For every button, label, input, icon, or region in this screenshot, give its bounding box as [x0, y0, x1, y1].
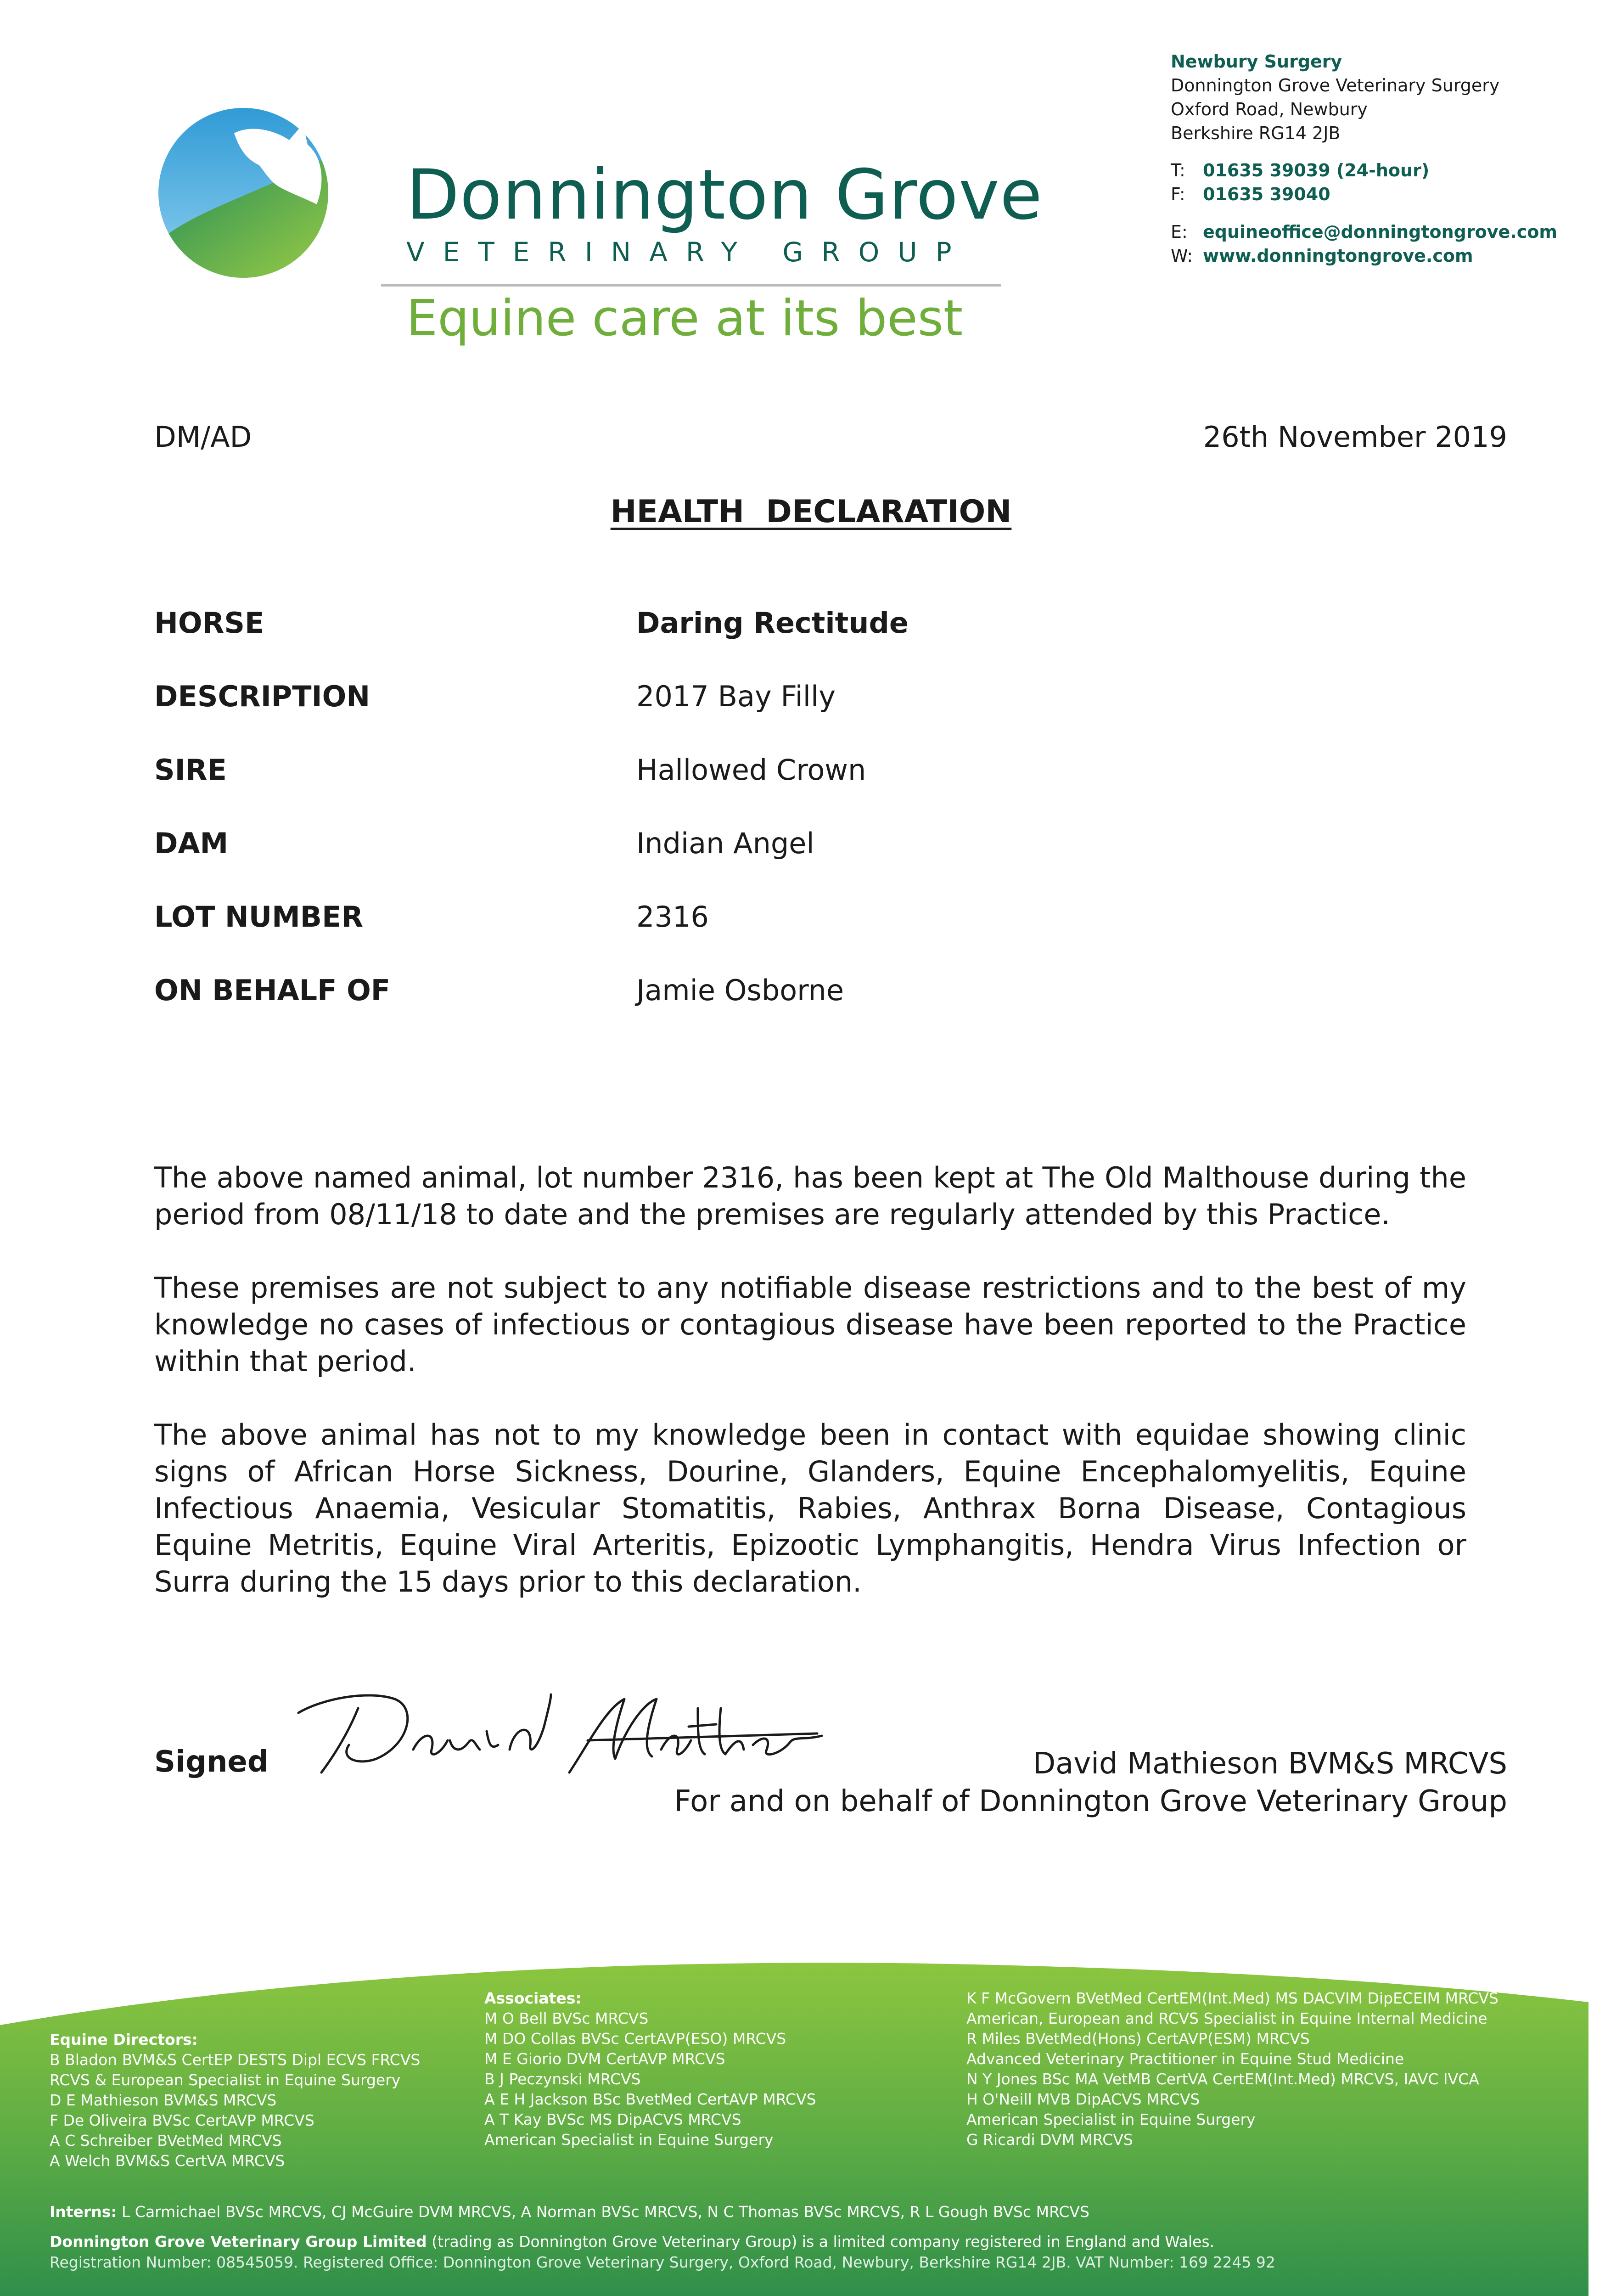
email-row	[1171, 220, 1557, 244]
field-label: DAM	[154, 827, 229, 860]
director-line: RCVS & European Specialist in Equine Surgery	[50, 2071, 401, 2089]
reference-code: DM/AD	[154, 420, 252, 454]
footer-associates	[484, 1988, 816, 2150]
director-line: F De Oliveira BVSc CertAVP MRCVS	[50, 2111, 314, 2129]
phone-label: T:	[1171, 160, 1185, 180]
phone-number: 01635 39039 (24-hour)	[1203, 160, 1430, 180]
phone-row	[1171, 158, 1557, 182]
specialist-line: American Specialist in Equine Surgery	[966, 2110, 1256, 2128]
specialist-line: R Miles BVetMed(Hons) CertAVP(ESM) MRCVS	[966, 2030, 1310, 2048]
specialist-line: N Y Jones BSc MA VetMB CertVA CertEM(Int.Med) MRCVS, IAVC IVCA	[966, 2070, 1479, 2088]
document-date: 26th November 2019	[1203, 420, 1507, 454]
interns-list: L Carmichael BVSc MRCVS, CJ McGuire DVM MRCVS, A Norman BVSc MRCVS, N C Thomas BVSc MRCVS, R L Gough BVSc MRCVS	[122, 2203, 1089, 2221]
field-value: 2316	[636, 900, 709, 934]
field-label: HORSE	[154, 606, 264, 640]
field-value: Hallowed Crown	[636, 753, 866, 787]
specialist-line: Advanced Veterinary Practitioner in Equine Stud Medicine	[966, 2050, 1404, 2068]
surgery-name: Newbury Surgery	[1171, 51, 1342, 72]
address-line: Oxford Road, Newbury	[1171, 99, 1368, 119]
footer-interns	[50, 2202, 1089, 2222]
email-link[interactable]: equineoffice@donningtongrove.com	[1203, 222, 1557, 242]
field-label: ON BEHALF OF	[154, 974, 391, 1007]
field-value: Jamie Osborne	[636, 974, 844, 1007]
paragraph-premises: The above named animal, lot number 2316, has been kept at The Old Malthouse during the period from 08/11/18 to date and the premises are regularly attended by this Practice.	[154, 1161, 1466, 1231]
web-label: W:	[1171, 246, 1193, 266]
directors-heading: Equine Directors:	[50, 2031, 198, 2048]
address-line: Donnington Grove Veterinary Surgery	[1171, 75, 1500, 96]
website-link[interactable]: www.donningtongrove.com	[1203, 246, 1473, 266]
brand-name: Donnington Grove	[406, 155, 1043, 235]
field-label: DESCRIPTION	[154, 680, 370, 713]
signer-name: David Mathieson BVM&S MRCVS	[1033, 1747, 1507, 1781]
director-line: B Bladon BVM&S CertEP DESTS Dipl ECVS FRCVS	[50, 2051, 421, 2069]
specialist-line: American, European and RCVS Specialist in Equine Internal Medicine	[966, 2009, 1487, 2027]
director-line: A C Schreiber BVetMed MRCVS	[50, 2132, 282, 2150]
brand-tagline: Equine care at its best	[406, 290, 963, 347]
brand-divider	[381, 284, 1001, 287]
field-label: SIRE	[154, 753, 227, 787]
web-row	[1171, 244, 1557, 268]
associate-line: A E H Jackson BSc BvetMed CertAVP MRCVS	[484, 2090, 816, 2108]
specialist-line: G Ricardi DVM MRCVS	[966, 2131, 1133, 2149]
associate-line: M DO Collas BVSc CertAVP(ESO) MRCVS	[484, 2030, 786, 2048]
fax-row	[1171, 182, 1557, 206]
company-text: (trading as Donnington Grove Veterinary Group) is a limited company registered in England and Wales.	[432, 2233, 1215, 2251]
address-line: Berkshire RG14 2JB	[1171, 123, 1341, 143]
email-label: E:	[1171, 222, 1188, 242]
director-line: A Welch BVM&S CertVA MRCVS	[50, 2152, 285, 2170]
fax-number: 01635 39040	[1203, 184, 1330, 204]
document-title-text: HEALTH DECLARATION	[610, 494, 1012, 530]
brand-subtitle: VETERINARY GROUP	[406, 236, 970, 268]
signer-role: For and on behalf of Donnington Grove Veterinary Group	[674, 1784, 1507, 1818]
contact-details	[1171, 158, 1557, 268]
paragraph-contact: The above animal has not to my knowledge been in contact with equidae showing clinic signs of African Horse Sickness, Dourine, Glanders, Equine Encephalomyelitis, Equine Infectious Anaemia, Vesicular Stomatitis, Rabies, Anthrax Borna Disease, Contagious Equine Metritis, Equine Viral Arteritis, Epizootic Lymphangitis, Hendra Virus Infection or Surra during the 15 days prior to this declaration.	[154, 1418, 1466, 1598]
logo-mark	[156, 106, 331, 280]
specialist-line: H O'Neill MVB DipACVS MRCVS	[966, 2090, 1200, 2108]
document-title	[0, 494, 1622, 530]
associates-heading: Associates:	[484, 1989, 582, 2007]
practice-address	[1171, 50, 1499, 145]
signer-block	[674, 1745, 1507, 1820]
associate-line: American Specialist in Equine Surgery	[484, 2131, 774, 2149]
director-line: D E Mathieson BVM&S MRCVS	[50, 2091, 277, 2109]
footer-directors	[50, 2030, 420, 2171]
associate-line: A T Kay BVSc MS DipACVS MRCVS	[484, 2110, 741, 2128]
field-value: Daring Rectitude	[636, 606, 909, 640]
interns-label: Interns:	[50, 2203, 117, 2221]
field-value: Indian Angel	[636, 827, 814, 860]
field-value: 2017 Bay Filly	[636, 680, 836, 713]
footer-specialists	[966, 1988, 1499, 2150]
footer-registration: Registration Number: 08545059. Registered Office: Donnington Grove Veterinary Surgery, Oxford Road, Newbury, Berkshire RG14 2JB. VAT Number: 169 2245 92	[50, 2253, 1275, 2271]
field-label: LOT NUMBER	[154, 900, 364, 934]
associate-line: B J Peczynski MRCVS	[484, 2070, 641, 2088]
associate-line: M E Giorio DVM CertAVP MRCVS	[484, 2050, 725, 2068]
footer-company	[50, 2232, 1214, 2252]
paragraph-restrictions: These premises are not subject to any notifiable disease restrictions and to the best of my knowledge no cases of infectious or contagious disease have been reported to the Practice within that period.	[154, 1271, 1466, 1378]
associate-line: M O Bell BVSc MRCVS	[484, 2009, 649, 2027]
company-name: Donnington Grove Veterinary Group Limited	[50, 2233, 427, 2251]
signed-label: Signed	[154, 1745, 269, 1779]
fax-label: F:	[1171, 184, 1185, 204]
specialist-line: K F McGovern BVetMed CertEM(Int.Med) MS DACVIM DipECEIM MRCVS	[966, 1989, 1499, 2007]
